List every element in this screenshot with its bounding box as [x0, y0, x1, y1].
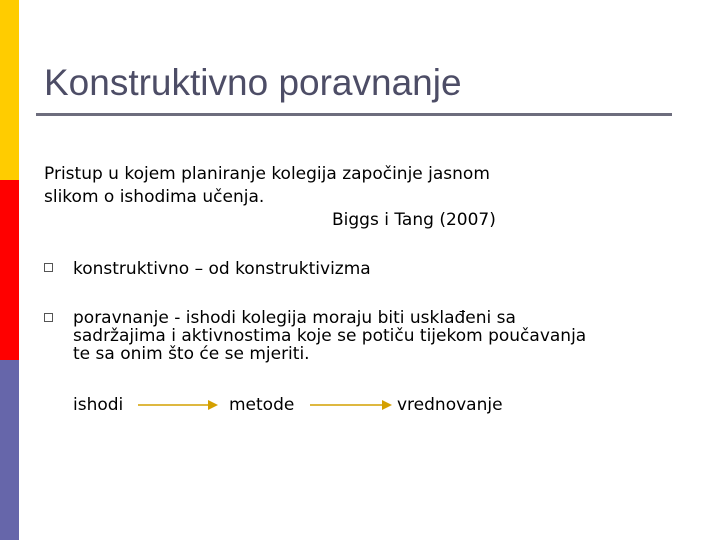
side-bar-purple: [0, 360, 19, 540]
quote-author: Biggs i Tang (2007): [332, 210, 496, 230]
flow-step-2: metode: [229, 395, 295, 415]
bullet-2-line-2: sadržajima i aktivnostima koje se potiču tijekom poučavanja: [73, 326, 587, 346]
right-arrow-icon: [308, 393, 392, 417]
bullet-2-line-3: te sa onim što će se mjeriti.: [73, 344, 310, 364]
right-arrow-icon: [136, 393, 220, 417]
bullet-item-2: [44, 309, 694, 363]
bullet-text-1: [73, 259, 694, 279]
title-underline: [36, 113, 672, 116]
bullet-2-line-1: poravnanje - ishodi kolegija moraju biti usklađeni sa: [73, 308, 516, 328]
square-bullet-icon: [44, 263, 53, 272]
flow-diagram: [0, 393, 720, 417]
quote-block: [44, 163, 644, 232]
side-bar-red: [0, 180, 19, 360]
bullet-text-2: [73, 309, 694, 363]
bullet-1-line-1: konstruktivno – od konstruktivizma: [73, 259, 371, 279]
side-bar-yellow: [0, 0, 19, 180]
bullet-item-1: [44, 259, 694, 279]
quote-line-1: Pristup u kojem planiranje kolegija započinje jasnom: [44, 164, 490, 184]
quote-line-2: slikom o ishodima učenja.: [44, 187, 265, 207]
flow-step-3: vrednovanje: [397, 395, 503, 415]
square-bullet-icon: [44, 313, 53, 322]
slide-title: Konstruktivno poravnanje: [44, 62, 462, 103]
flow-step-1: ishodi: [73, 395, 124, 415]
